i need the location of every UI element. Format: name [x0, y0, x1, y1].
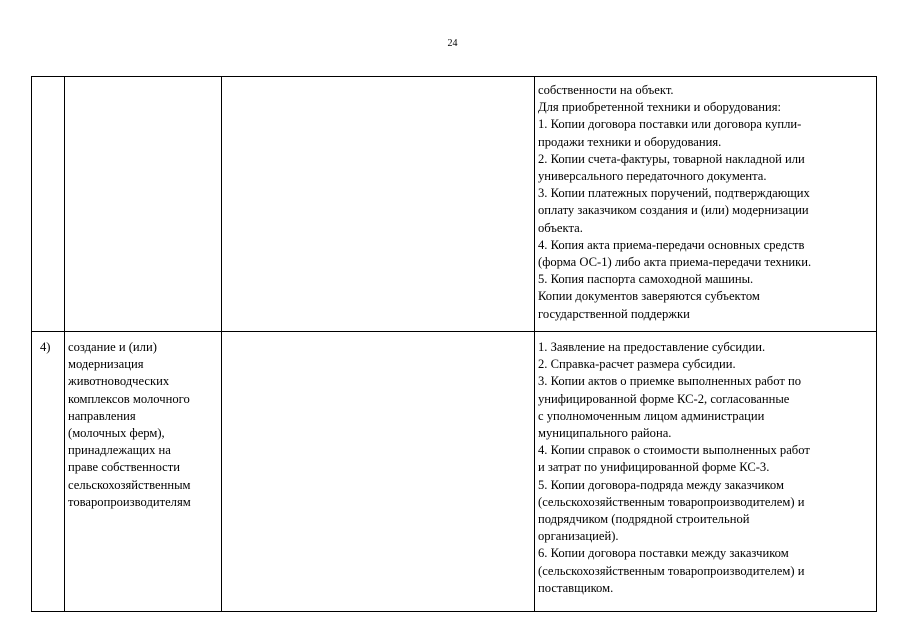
text-line: (сельскохозяйственным товаропроизводителем) и — [538, 494, 805, 509]
text-line: Для приобретенной техники и оборудования: — [538, 100, 782, 115]
text-line: (сельскохозяйственным товаропроизводителем) и — [538, 563, 805, 578]
text-line: товаропроизводителям — [68, 494, 191, 509]
empty-cell — [222, 332, 535, 612]
text-line: универсального передаточного документа. — [538, 169, 767, 184]
text-line: подрядчиком (подрядной строительной — [538, 512, 750, 527]
text-line: 4. Копия акта приема-передачи основных средств — [538, 237, 805, 252]
text-line: оплату заказчиком создания и (или) модернизации — [538, 203, 809, 218]
text-line: 4. Копии справок о стоимости выполненных работ — [538, 443, 810, 458]
measure-name-cell — [65, 77, 222, 332]
text-line: (форма ОС-1) либо акта приема-передачи техники. — [538, 255, 812, 270]
text-line: принадлежащих на — [68, 443, 171, 458]
text-line: Копии документов заверяются субъектом — [538, 289, 760, 304]
documents-cell — [535, 332, 877, 612]
row-number-cell — [32, 332, 65, 612]
text-line: объекта. — [538, 220, 583, 235]
requirements-table — [31, 76, 877, 612]
text-line: праве собственности — [68, 460, 181, 475]
text-line: 6. Копии договора поставки между заказчиком — [538, 546, 789, 561]
text-line: организацией). — [538, 529, 619, 544]
measure-name-cell — [65, 332, 222, 612]
empty-cell — [222, 77, 535, 332]
text-line: создание и (или) — [68, 340, 157, 354]
text-line: поставщиком. — [538, 580, 614, 595]
text-line: 1. Копии договора поставки или договора купли- — [538, 117, 802, 132]
row-number: 4) — [40, 340, 51, 354]
text-line: государственной поддержки — [538, 306, 690, 321]
text-line: 5. Копия паспорта самоходной машины. — [538, 272, 754, 287]
table-row — [32, 77, 877, 332]
text-line: 1. Заявление на предоставление субсидии. — [538, 340, 766, 354]
documents-cell — [535, 77, 877, 332]
text-line: (молочных ферм), — [68, 426, 165, 441]
documents-list — [538, 82, 873, 323]
text-line: 2. Справка-расчет размера субсидии. — [538, 357, 736, 372]
text-line: 2. Копии счета-фактуры, товарной накладной или — [538, 151, 805, 166]
text-line: модернизация — [68, 357, 144, 372]
text-line: 5. Копии договора-подряда между заказчиком — [538, 477, 784, 492]
documents-list — [538, 339, 873, 597]
text-line: собственности на объект. — [538, 83, 674, 97]
table-row — [32, 332, 877, 612]
text-line: с уполномоченным лицом администрации — [538, 408, 765, 423]
page-number: 24 — [447, 38, 458, 49]
text-line: и затрат по унифицированной форме КС-3. — [538, 460, 770, 475]
text-line: направления — [68, 408, 136, 423]
text-line: 3. Копии платежных поручений, подтверждающих — [538, 186, 810, 201]
text-line: животноводческих — [68, 374, 170, 389]
measure-name — [68, 339, 218, 511]
row-number-cell — [32, 77, 65, 332]
text-line: унифицированной форме КС-2, согласованные — [538, 391, 790, 406]
text-line: сельскохозяйственным — [68, 477, 191, 492]
text-line: продажи техники и оборудования. — [538, 134, 722, 149]
text-line: 3. Копии актов о приемке выполненных работ по — [538, 374, 802, 389]
text-line: муниципального района. — [538, 426, 672, 441]
text-line: комплексов молочного — [68, 391, 190, 406]
